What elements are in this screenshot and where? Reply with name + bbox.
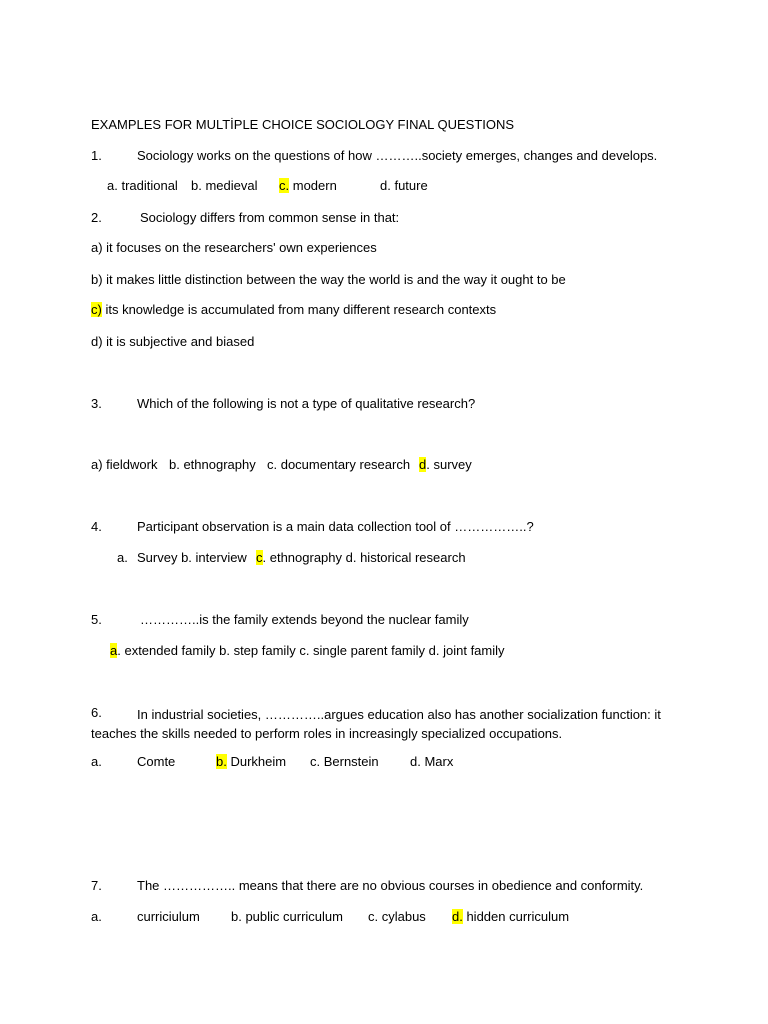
question-4-number: 4. [91,519,102,534]
question-6-option-label: a. [91,754,102,769]
question-5-options: a. extended family b. step family c. single parent family d. joint family [110,643,505,658]
question-3-option-b: b. ethnography [169,457,256,472]
question-2-option-a: a) it focuses on the researchers' own experiences [91,240,377,255]
question-6-text: In industrial societies, …………..argues education also has another socialization function: it teaches the skills needed to perform roles in increasingly specialized occupations. [91,707,661,741]
question-2-number: 2. [91,210,102,225]
question-3-option-c: c. documentary research [267,457,411,472]
answer-highlight: c [256,550,263,565]
question-4-option-label: a. [117,550,128,565]
question-1-option-c: c. modern [279,178,337,193]
question-7-text: The …………….. means that there are no obvious courses in obedience and conformity. [137,878,644,893]
question-7-option-c: c. cylabus [368,909,426,924]
question-1-option-d: d. future [380,178,428,193]
question-6-option-d: d. Marx [410,754,454,769]
question-7-number: 7. [91,878,102,893]
answer-highlight: a [110,643,118,658]
question-4-text: Participant observation is a main data collection tool of ……………..? [137,519,534,534]
answer-highlight: d [419,457,427,472]
question-7-option-a: curriciulum [137,909,200,924]
question-3-text: Which of the following is not a type of qualitative research? [137,396,476,411]
question-2-text: Sociology differs from common sense in that: [140,210,400,225]
question-1-option-b: b. medieval [191,178,258,193]
answer-highlight: c. [279,178,290,193]
answer-highlight: b. [216,754,227,769]
question-6-number: 6. [91,705,102,720]
question-3-number: 3. [91,396,102,411]
question-4-options-ab: Survey b. interview [137,550,247,565]
question-2-option-b: b) it makes little distinction between the way the world is and the way it ought to be [91,272,566,287]
question-1-number: 1. [91,148,102,163]
question-2-option-d: d) it is subjective and biased [91,334,255,349]
page-title: EXAMPLES FOR MULTİPLE CHOICE SOCIOLOGY FINAL QUESTIONS [91,117,515,132]
question-7-option-d: d. hidden curriculum [452,909,570,924]
question-6-option-c: c. Bernstein [310,754,379,769]
question-2-option-c: c) its knowledge is accumulated from many different research contexts [91,302,497,317]
answer-highlight: d. [452,909,463,924]
question-1-text: Sociology works on the questions of how ………..society emerges, changes and develops. [137,148,658,163]
question-3-option-a: a) fieldwork [91,457,158,472]
question-7-option-b: b. public curriculum [231,909,343,924]
question-6-option-b: b. Durkheim [216,754,287,769]
question-1-option-a: a. traditional [107,178,178,193]
question-7-option-label: a. [91,909,102,924]
question-5-number: 5. [91,612,102,627]
answer-highlight: c) [91,302,102,317]
question-4-options-cd: c. ethnography d. historical research [256,550,466,565]
question-3-option-d: d. survey [419,457,472,472]
question-6-option-a: Comte [137,754,176,769]
question-5-text: …………..is the family extends beyond the nuclear family [140,612,469,627]
